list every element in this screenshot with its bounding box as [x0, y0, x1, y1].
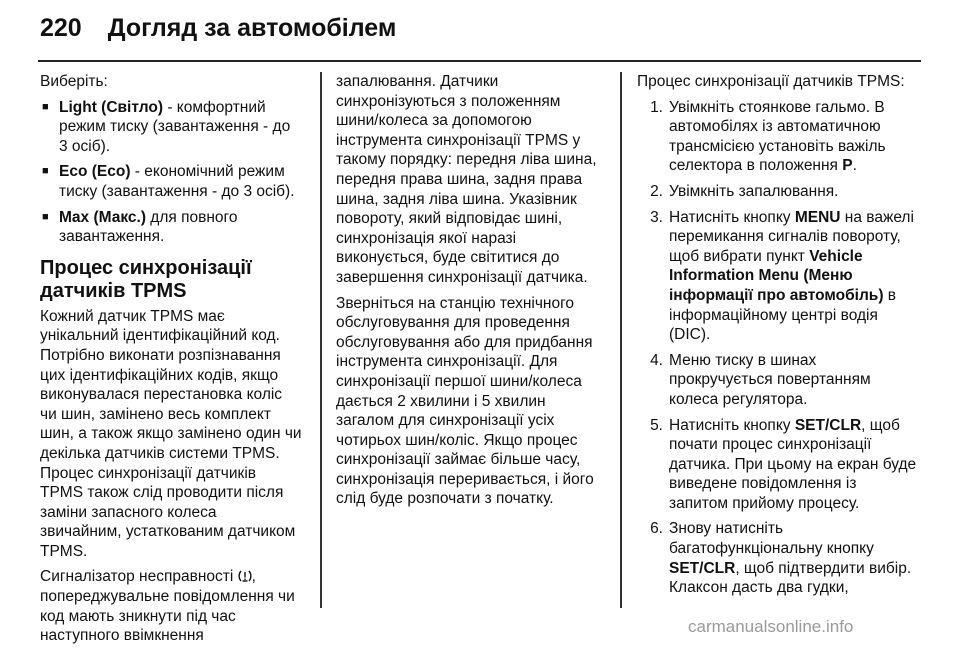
paragraph: Зверніться на станцію технічного обслуговування для проведення обслуговування або для придбання інструмента синхронізації. Для синхронізації першої шини/колеса дається 2 хвилини і 5 хвилин загалом для синхронізації усіх чотирьох шин/коліс. Якщо процес синхронізації займає більше часу, синхронізація переривається, і його слід буде розпочати з початку.: [336, 294, 594, 508]
bullet-icon: ■: [42, 165, 49, 178]
page-header: [40, 14, 396, 50]
steps-intro: Процес синхронізації датчиків TPMS:: [637, 73, 905, 90]
step-text: , щоб почати процес синхронізації датчика. При цьому на екран буде виведене повідомлення із запитом прийому процесу.: [669, 416, 917, 512]
step-number: 2.: [650, 182, 663, 200]
option-text: - комфортний режим тиску (завантаження - до 3 осіб).: [59, 98, 291, 155]
bullet-icon: ■: [42, 100, 49, 113]
header-divider: [38, 60, 921, 62]
step-emphasis: SET/CLR: [669, 559, 736, 577]
section-heading: Процес синхронізації датчиків TPMS: [40, 256, 252, 302]
step-item: [637, 98, 917, 176]
step-number: 1.: [650, 98, 663, 116]
step-item: [637, 208, 917, 345]
option-item: [40, 98, 302, 157]
step-number: 4.: [650, 351, 663, 369]
option-item: [40, 162, 302, 201]
step-text: Увімкніть запалювання.: [669, 182, 839, 200]
option-item: [40, 208, 302, 247]
step-text: Увімкніть стоянкове гальмо. В автомобілях із автоматичною трансмісією установіть важіль селектора в положення: [669, 98, 886, 175]
step-text: , щоб підтвердити вибір. Клаксон дасть два гудки,: [669, 559, 912, 597]
page-title: Догляд за автомобілем: [107, 14, 397, 42]
watermark: carmanualsonline.info: [688, 617, 854, 636]
option-text: - економічний режим тиску (завантаження - до 3 осіб).: [59, 163, 295, 200]
step-number: 3.: [650, 208, 663, 226]
tire-pressure-warning-icon: [238, 569, 252, 583]
step-emphasis: SET/CLR: [794, 416, 862, 434]
option-label: Eco (Eco): [59, 163, 131, 181]
bullet-icon: ■: [42, 210, 49, 223]
step-text: Знову натисніть багатофункціональну кнопку: [669, 520, 874, 558]
step-item: [637, 351, 917, 410]
option-label: Light (Світло): [59, 98, 164, 116]
step-text: на важелі перемикання сигналів повороту, щоб вибрати пункт: [669, 208, 914, 265]
options-intro: Виберіть:: [40, 73, 108, 90]
column-divider-1: [320, 72, 322, 608]
step-number: 6.: [650, 520, 663, 538]
step-text: .: [852, 157, 857, 175]
step-text: Натисніть кнопку: [669, 208, 795, 226]
option-text: для повного завантаження.: [59, 208, 238, 246]
step-emphasis: P: [842, 157, 853, 175]
column-divider-2: [620, 72, 622, 608]
step-emphasis: MENU: [794, 208, 841, 226]
step-number: 5.: [650, 416, 663, 434]
step-item: [637, 182, 917, 202]
paragraph-text: , попереджувальне повідомлення чи код мають зникнути під час наступного ввімкнення: [40, 568, 295, 645]
step-text: Натисніть кнопку: [669, 416, 795, 434]
step-emphasis: Vehicle Information Menu (Меню інформації про автомобіль): [669, 247, 884, 304]
column-2: [336, 72, 604, 515]
column-3: [637, 72, 917, 604]
option-label: Max (Макс.): [59, 208, 146, 226]
paragraph: Кожний датчик TPMS має унікальний ідентифікаційний код. Потрібно виконати розпізнавання цих ідентифікаційних кодів, якщо виконувалася перестановка коліс чи шин, замінено весь комплект шин, а також якщо замінено один чи декілька датчиків системи TPMS. Процес синхронізації датчиків TPMS також слід проводити після заміни запасного колеса звичайним, устаткованим датчиком TPMS.: [40, 307, 302, 560]
step-text: в інформаційному центрі водія (DIC).: [669, 286, 897, 344]
page-number: 220: [40, 14, 82, 42]
paragraph: [40, 567, 302, 645]
paragraph: запалювання. Датчики синхронізуються з положенням шини/колеса за допомогою інструмента синхронізації TPMS у такому порядку: передня ліва шина, передня права шина, задня права шина, задня ліва шина. Указівник повороту, який відповідає шині, синхронізація якої наразі виконується, буде світитися до завершення синхронізації датчика.: [336, 73, 597, 286]
step-item: [637, 519, 917, 597]
paragraph-text: Сигналізатор несправності: [40, 568, 238, 586]
column-1: [40, 72, 302, 652]
step-text: Меню тиску в шинах прокручується повертанням колеса регулятора.: [669, 351, 871, 408]
step-item: [637, 416, 917, 514]
